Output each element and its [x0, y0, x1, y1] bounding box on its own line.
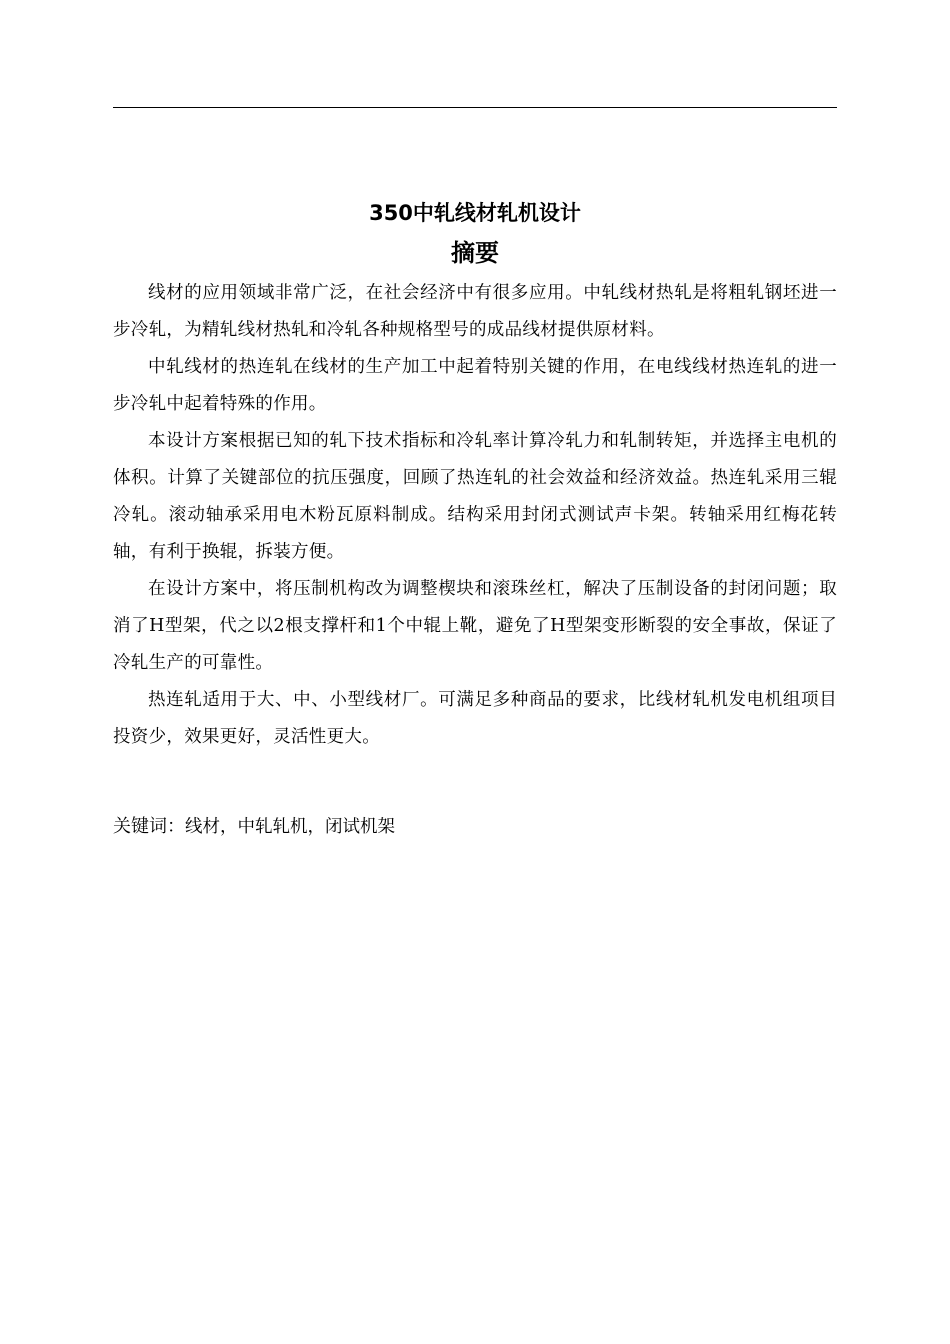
abstract-paragraph-3: 本设计方案根据已知的轧下技术指标和冷轧率计算冷轧力和轧制转矩，并选择主电机的体积。计算了关键部位的抗压强度，回顾了热连轧的社会效益和经济效益。热连轧采用三辊冷轧。滚动轴承采用电木粉瓦原料制成。结构采用封闭式测试声卡架。转轴采用红梅花转轴，有利于换辊，拆装方便。 [113, 431, 837, 562]
header-rule [113, 107, 837, 108]
abstract-heading: 摘要 [451, 239, 499, 267]
abstract-paragraph-2: 中轧线材的热连轧在线材的生产加工中起着特别关键的作用，在电线线材热连轧的进一步冷轧中起着特殊的作用。 [113, 357, 837, 414]
document-body [113, 195, 837, 846]
abstract-paragraph-5: 热连轧适用于大、中、小型线材厂。可满足多种商品的要求，比线材轧机发电机组项目投资少，效果更好，灵活性更大。 [113, 690, 837, 747]
document-title: 350中轧线材轧机设计 [369, 201, 581, 225]
keywords-line [113, 808, 837, 846]
abstract-paragraph-1: 线材的应用领域非常广泛，在社会经济中有很多应用。中轧线材热轧是将粗轧钢坯进一步冷轧，为精轧线材热轧和冷轧各种规格型号的成品线材提供原材料。 [113, 283, 837, 340]
keywords-value: 线材，中轧轧机，闭试机架 [185, 817, 395, 837]
abstract-paragraph-4: 在设计方案中，将压制机构改为调整楔块和滚珠丝杠，解决了压制设备的封闭问题；取消了H型架，代之以2根支撑杆和1个中辊上靴，避免了H型架变形断裂的安全事故，保证了冷轧生产的可靠性。 [113, 579, 837, 673]
keywords-label: 关键词： [113, 816, 185, 837]
